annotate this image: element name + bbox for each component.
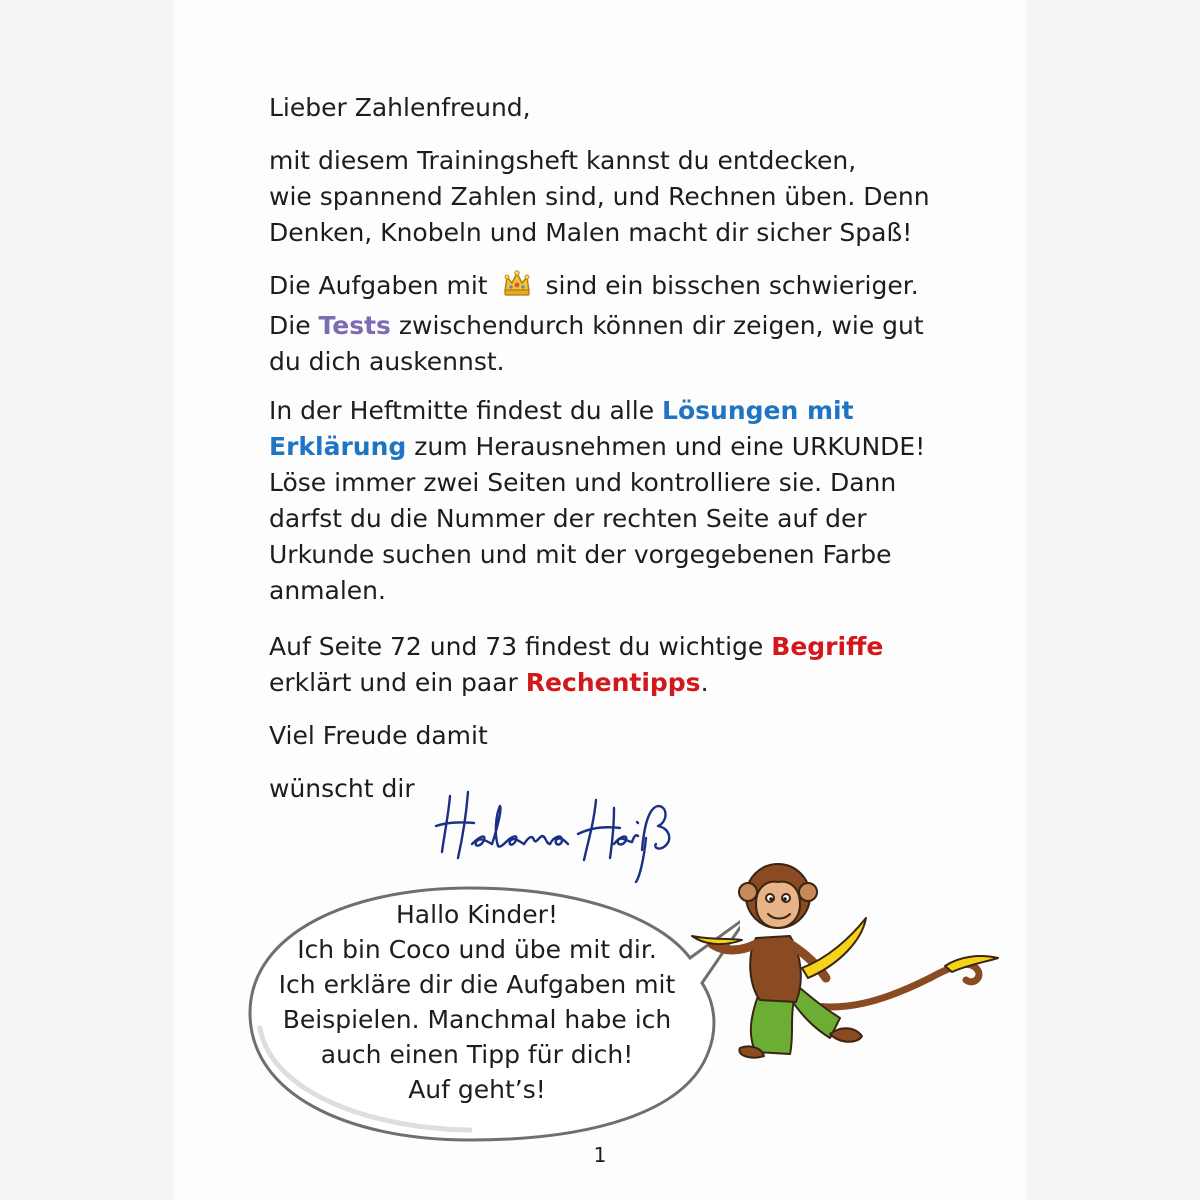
letter-paragraph-terms: [269, 629, 969, 701]
right-margin: [1026, 0, 1200, 1200]
greeting-line: Lieber Zahlenfreund,: [269, 93, 531, 122]
paragraph-line: anmalen.: [269, 576, 386, 605]
page-number: 1: [593, 1143, 607, 1167]
bubble-line: Auf geht’s!: [408, 1075, 546, 1104]
terms-highlight: Begriffe: [771, 632, 884, 661]
signature-image: [428, 778, 698, 888]
text-fragment: In der Heftmitte findest du alle: [269, 396, 655, 425]
paragraph-line: du dich auskennst.: [269, 347, 505, 376]
text-fragment: zum Herausnehmen und eine URKUNDE!: [414, 432, 926, 461]
letter-closing: [269, 718, 969, 754]
letter-greeting: [269, 90, 969, 126]
paragraph-line: darfst du die Nummer der rechten Seite auf der: [269, 504, 867, 533]
paragraph-line: [269, 665, 969, 701]
bubble-line: auch einen Tipp für dich!: [320, 1040, 634, 1069]
paragraph-line: Denken, Knobeln und Malen macht dir sicher Spaß!: [269, 218, 913, 247]
closing-line: Viel Freude damit: [269, 721, 488, 750]
tips-highlight: Rechentipps: [525, 668, 701, 697]
tests-highlight: Tests: [318, 311, 391, 340]
paragraph-line: mit diesem Trainingsheft kannst du entdecken,: [269, 146, 857, 175]
bubble-line: Beispielen. Manchmal habe ich: [282, 1005, 672, 1034]
paragraph-line: [269, 268, 969, 308]
bubble-line: Ich erkläre dir die Aufgaben mit: [278, 970, 676, 999]
bubble-line: Ich bin Coco und übe mit dir.: [297, 935, 657, 964]
letter-paragraph-intro: [269, 143, 969, 251]
paragraph-line: Löse immer zwei Seiten und kontrolliere sie. Dann: [269, 468, 897, 497]
paragraph-line: wie spannend Zahlen sind, und Rechnen üben. Denn: [269, 182, 930, 211]
text-fragment: Die: [269, 311, 311, 340]
text-fragment: zwischendurch können dir zeigen, wie gut: [398, 311, 924, 340]
left-margin: [0, 0, 174, 1200]
paragraph-line: [269, 629, 969, 665]
crown-icon: [502, 268, 532, 308]
paragraph-line: Urkunde suchen und mit der vorgegebenen Farbe: [269, 540, 892, 569]
letter-paragraph-solutions: [269, 393, 969, 609]
paragraph-line: [269, 429, 969, 465]
monkey-illustration: [690, 848, 1020, 1068]
bubble-line: Hallo Kinder!: [396, 900, 558, 929]
bubble-text: [247, 897, 707, 1107]
text-fragment: Die Aufgaben mit: [269, 271, 488, 300]
paragraph-line: [269, 393, 969, 429]
text-fragment: .: [700, 668, 709, 697]
wishes-line: wünscht dir: [269, 774, 415, 803]
text-fragment: sind ein bisschen schwieriger.: [545, 271, 919, 300]
solutions-highlight: Lösungen mit: [662, 396, 854, 425]
text-fragment: Auf Seite 72 und 73 findest du wichtige: [269, 632, 764, 661]
explanation-highlight: Erklärung: [269, 432, 407, 461]
letter-paragraph-difficulty: [269, 268, 969, 380]
text-fragment: erklärt und ein paar: [269, 668, 518, 697]
paragraph-line: [269, 308, 969, 344]
